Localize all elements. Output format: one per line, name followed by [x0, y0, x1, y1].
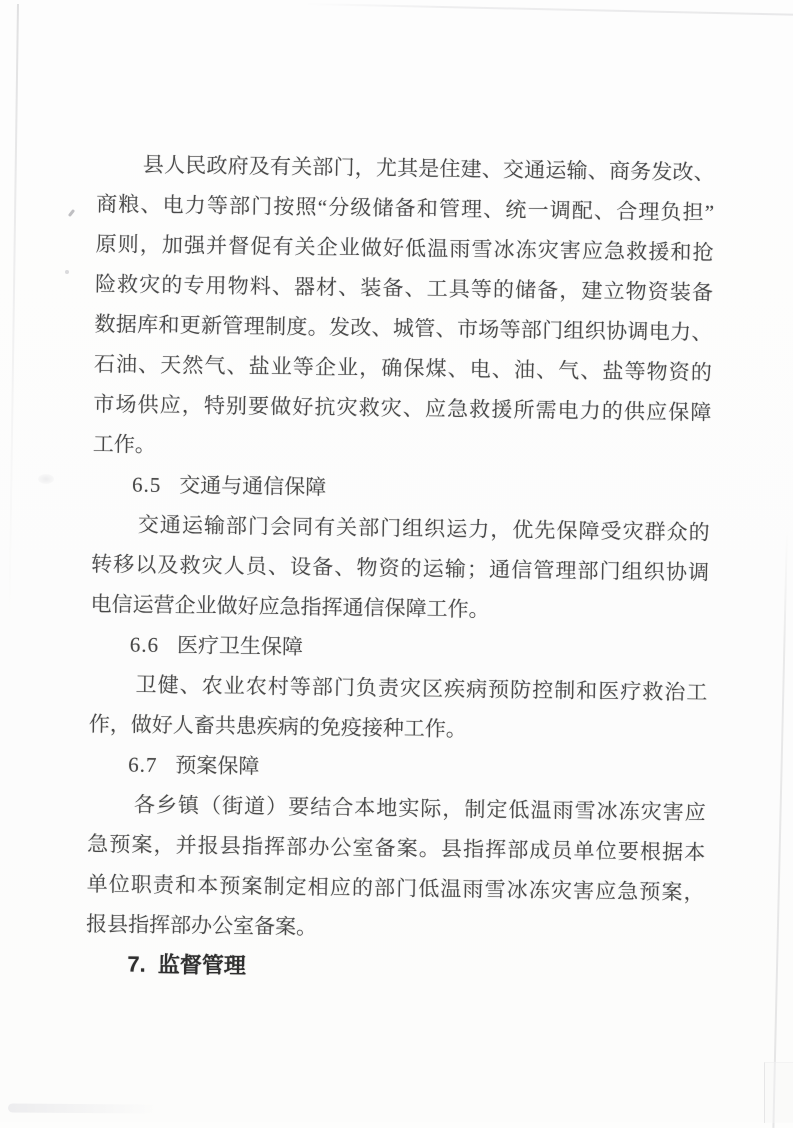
section-title: 交通与通信保障: [179, 473, 327, 500]
text-line: 原则，加强并督促有关企业做好低温雨雪冰冻灾害应急救援和抢: [95, 231, 714, 265]
ink-speck: [68, 209, 75, 217]
heading-7: [85, 944, 703, 993]
text-line: 卫健、农业农村等部门负责灾区疾病预防控制和医疗救治工: [135, 672, 708, 705]
section-title: 监督管理: [157, 951, 246, 979]
text-line: 市场供应，特别要做好抗灾救灾、应急救援所需电力的供应保障: [93, 391, 712, 425]
page-corner-shadow: [764, 1062, 793, 1123]
section-number: 6.5: [131, 472, 162, 497]
text-line: 单位职责和本预案制定相应的部门低温雨雪冰冻灾害应急预案，: [86, 871, 705, 905]
section-title: 预案保障: [175, 753, 260, 779]
section-number: 6.7: [128, 752, 158, 777]
text-line: 石油、天然气、盐业等企业，确保煤、电、油、气、盐等物资的: [93, 351, 713, 385]
section-number: 6.6: [129, 632, 160, 657]
scan-smudge-left-margin: [38, 474, 54, 484]
text-line: 报县指挥部办公室备案。: [85, 911, 318, 940]
text-line: 转移以及救灾人员、设备、物资的运输；通信管理部门组织协调: [90, 551, 710, 585]
text-line: 交通运输部门会同有关部门组织运力，优先保障受灾群众的: [137, 512, 710, 545]
ink-speck: [65, 270, 69, 274]
text-line: 作，做好人畜共患疾病的免疫接种工作。: [88, 711, 468, 742]
text-line: 县人民政府及有关部门，尤其是住建、交通运输、商务发改、: [142, 152, 715, 185]
text-line: 电信运营企业做好应急指挥通信保障工作。: [90, 591, 490, 622]
text-line: 急预案，并报县指挥部办公室备案。县指挥部成员单位要根据本: [87, 831, 706, 865]
text-line: 险救灾的专用物料、器材、装备、工具等的储备，建立物资装备: [94, 271, 714, 305]
text-line: 各乡镇（街道）要结合本地实际，制定低温雨雪冰冻灾害应: [133, 792, 706, 825]
text-line: 商粮、电力等部门按照“分级储备和管理、统一调配、合理负担”: [95, 191, 715, 225]
section-number: 7.: [127, 951, 146, 977]
text-block: [85, 144, 715, 993]
scan-fold-line-left: [8, 4, 19, 634]
text-line: 数据库和更新管理制度。发改、城管、市场等部门组织协调电力、: [94, 311, 713, 345]
section-title: 医疗卫生保障: [176, 633, 304, 659]
scan-smudge-bottom-left: [8, 1103, 158, 1113]
scan-crease-line-top: [305, 3, 793, 16]
text-line: 工作。: [92, 431, 156, 457]
page-edge-shadow-right: [772, 528, 788, 1128]
